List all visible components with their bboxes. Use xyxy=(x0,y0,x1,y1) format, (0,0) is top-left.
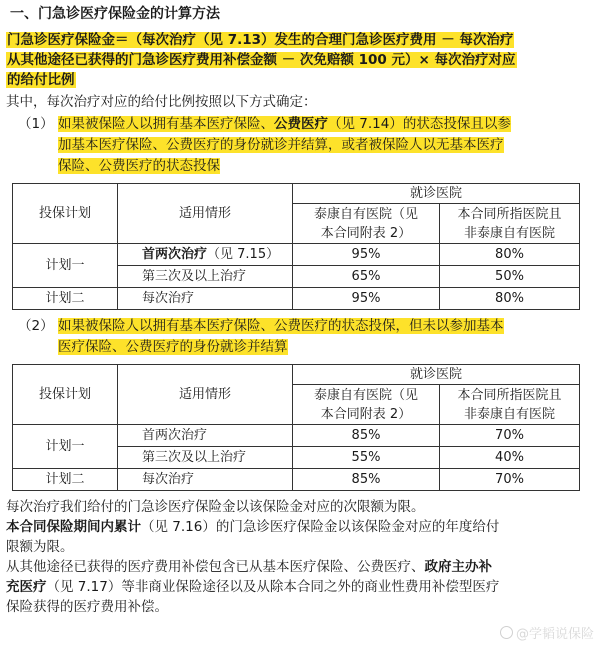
case-1-line-2: 加基本医疗保险、公费医疗的身份就诊并结算，或者被保险人以无基本医疗 xyxy=(58,137,504,153)
case-cell: 第三次及以上治疗 xyxy=(118,447,293,469)
ratio-cell: 95% xyxy=(293,288,440,310)
ratio-cell: 70% xyxy=(440,469,580,491)
ratio-cell: 65% xyxy=(293,266,440,288)
note-other-compensation: 从其他途径已获得的医疗费用补偿包含已从基本医疗保险、公费医疗、政府主办补 充医疗（见 7.17）等非商业保险途径以及从除本合同之外的商业性费用补偿型医疗 保险获得的医疗费用补偿。 xyxy=(6,559,500,615)
ratio-table-1 xyxy=(12,183,580,310)
ratio-cell: 40% xyxy=(440,447,580,469)
case-1-line-3: 保险、公费医疗的状态投保 xyxy=(58,158,220,174)
case-1-line-1a: 如果被保险人以拥有基本医疗保险、 xyxy=(58,116,274,132)
ratio-cell: 80% xyxy=(440,244,580,266)
ratio-cell: 80% xyxy=(440,288,580,310)
formula xyxy=(6,30,594,90)
formula-line-2: 从其他途径已获得的门急诊医疗费用补偿金额 － 次免赔额 100 元）× 每次治疗对应 xyxy=(7,52,516,68)
intro-text: 其中，每次治疗对应的给付比例按照以下方式确定： xyxy=(6,94,317,110)
table-row xyxy=(13,288,580,310)
watermark-text: @学韬说保险 xyxy=(515,627,594,642)
plan-cell: 计划二 xyxy=(13,469,118,491)
case-1-number: （1） xyxy=(18,116,54,132)
header-own-hospital: 泰康自有医院（见 本合同附表 2） xyxy=(293,204,440,244)
case-cell: 第三次及以上治疗 xyxy=(118,266,293,288)
table-row xyxy=(13,469,580,491)
case-2-line-2: 医疗保险、公费医疗的身份就诊并结算 xyxy=(58,339,288,355)
case-cell: 每次治疗 xyxy=(118,288,293,310)
case-1-text xyxy=(58,114,594,177)
header-case: 适用情形 xyxy=(118,184,293,244)
ratio-cell: 50% xyxy=(440,266,580,288)
header-plan: 投保计划 xyxy=(13,365,118,425)
case-1-line-1c: （见 7.14）的状态投保且以参 xyxy=(328,116,511,132)
ratio-table-2 xyxy=(12,364,580,491)
ratio-cell: 55% xyxy=(293,447,440,469)
header-hospital: 就诊医院 xyxy=(293,365,580,385)
table-row xyxy=(13,244,580,266)
case-2-line-1: 如果被保险人以拥有基本医疗保险、公费医疗的状态投保，但未以参加基本 xyxy=(58,318,504,334)
header-other-hospital: 本合同所指医院且 非泰康自有医院 xyxy=(440,385,580,425)
ratio-cell: 85% xyxy=(293,425,440,447)
case-2 xyxy=(6,316,594,358)
case-1 xyxy=(6,114,594,177)
ratio-cell: 70% xyxy=(440,425,580,447)
formula-line-3: 的给付比例 xyxy=(7,72,75,88)
note-annual-limit: 本合同保险期间内累计（见 7.16）的门急诊医疗保险金以该保险金对应的年度给付 限额为限。 xyxy=(6,519,500,555)
ratio-cell: 95% xyxy=(293,244,440,266)
case-cell: 首两次治疗（见 7.15） xyxy=(118,244,293,266)
plan-cell: 计划一 xyxy=(13,244,118,288)
header-other-hospital: 本合同所指医院且 非泰康自有医院 xyxy=(440,204,580,244)
case-cell: 每次治疗 xyxy=(118,469,293,491)
plan-cell: 计划二 xyxy=(13,288,118,310)
section-heading: 一、门急诊医疗保险金的计算方法 xyxy=(10,6,220,22)
header-plan: 投保计划 xyxy=(13,184,118,244)
watermark-logo-icon xyxy=(500,626,513,639)
plan-cell: 计划一 xyxy=(13,425,118,469)
header-hospital: 就诊医院 xyxy=(293,184,580,204)
document-page xyxy=(6,4,594,617)
header-case: 适用情形 xyxy=(118,365,293,425)
case-2-number: （2） xyxy=(18,318,54,334)
case-1-term: 公费医疗 xyxy=(274,116,328,132)
table-row xyxy=(13,425,580,447)
case-cell: 首两次治疗 xyxy=(118,425,293,447)
header-own-hospital: 泰康自有医院（见 本合同附表 2） xyxy=(293,385,440,425)
case-2-text xyxy=(58,316,594,358)
watermark xyxy=(500,623,594,642)
formula-line-1: 门急诊医疗保险金＝（每次治疗（见 7.13）发生的合理门急诊医疗费用 － 每次治疗 xyxy=(7,32,514,48)
note-per-treatment-limit: 每次治疗我们给付的门急诊医疗保险金以该保险金对应的次限额为限。 xyxy=(6,499,425,515)
ratio-cell: 85% xyxy=(293,469,440,491)
